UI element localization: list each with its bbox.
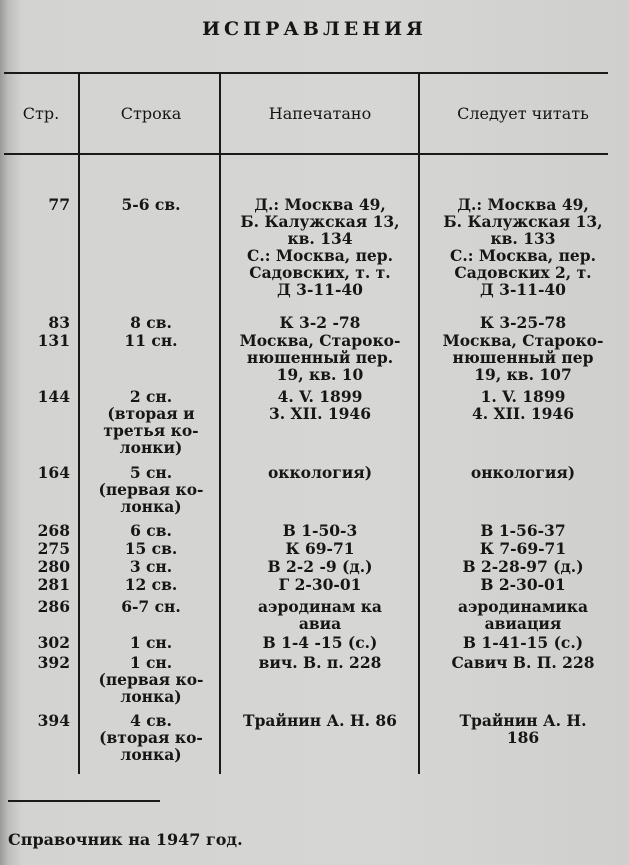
row-page: 268 xyxy=(37,521,70,540)
row-printed: оккология) xyxy=(267,463,373,482)
row-printed: К 3-2 -78 xyxy=(279,313,361,332)
row-line: 6 св. xyxy=(130,521,172,540)
row-page: 83 xyxy=(48,313,70,332)
row-read: В 2-28-97 (д.) xyxy=(462,557,584,576)
row-read: онкология) xyxy=(470,463,576,482)
row-printed: вич. В. п. 228 xyxy=(258,653,382,672)
row-line: 6-7 сн. xyxy=(121,597,181,616)
row-line: 5-6 св. xyxy=(121,195,181,214)
row-page: 275 xyxy=(37,539,70,558)
row-printed: Трайнин А. Н. 86 xyxy=(243,711,397,730)
row-printed: В 1-4 -15 (с.) xyxy=(262,633,378,652)
header-printed: Напечатано xyxy=(268,104,372,123)
row-printed: В 2-2 -9 (д.) xyxy=(267,557,373,576)
row-printed: Д.: Москва 49, Б. Калужская 13, кв. 134 С.: Москва, пер. Садовских, т. т. Д 3-11-40 xyxy=(240,195,400,299)
table-header-rule xyxy=(4,153,608,155)
row-line: 11 сн. xyxy=(124,331,178,350)
row-read: Трайнин А. Н. 186 xyxy=(459,711,587,747)
row-page: 392 xyxy=(37,653,70,672)
row-page: 280 xyxy=(37,557,70,576)
table-top-rule xyxy=(4,72,608,74)
row-printed: К 69-71 xyxy=(285,539,355,558)
row-printed: Москва, Староко- нюшенный пер. 19, кв. 10 xyxy=(239,331,401,384)
row-line: 12 св. xyxy=(124,575,178,594)
row-printed: 4. V. 1899 3. XII. 1946 xyxy=(268,387,372,423)
row-line: 5 сн. (первая ко- лонка) xyxy=(98,463,204,516)
row-page: 286 xyxy=(37,597,70,616)
row-printed: Г 2-30-01 xyxy=(278,575,362,594)
row-page: 281 xyxy=(37,575,70,594)
row-read: В 1-56-37 xyxy=(480,521,566,540)
row-read: аэродинамика авиация xyxy=(457,597,589,633)
row-read: Москва, Староко- нюшенный пер 19, кв. 107 xyxy=(442,331,604,384)
row-page: 164 xyxy=(37,463,70,482)
row-page: 144 xyxy=(37,387,70,406)
row-read: 1. V. 1899 4. XII. 1946 xyxy=(471,387,575,423)
column-divider-3 xyxy=(418,74,420,774)
row-read: К 7-69-71 xyxy=(479,539,567,558)
footnote: Справочник на 1947 год. xyxy=(8,830,243,849)
row-read: В 1-41-15 (с.) xyxy=(462,633,584,652)
row-page: 77 xyxy=(48,195,70,214)
header-page: Стр. xyxy=(22,104,60,123)
column-divider-1 xyxy=(78,74,80,774)
row-page: 394 xyxy=(37,711,70,730)
page-title: ИСПРАВЛЕНИЯ xyxy=(202,18,427,40)
row-read: В 2-30-01 xyxy=(480,575,566,594)
header-read: Следует читать xyxy=(457,104,589,123)
row-line: 8 св. xyxy=(130,313,172,332)
row-line: 4 св. (вторая ко- лонка) xyxy=(99,711,203,764)
row-line: 15 св. xyxy=(124,539,178,558)
row-line: 1 сн. xyxy=(129,633,173,652)
row-read: Савич В. П. 228 xyxy=(451,653,595,672)
row-page: 131 xyxy=(37,331,70,350)
footnote-rule xyxy=(8,800,160,802)
row-printed: аэродинам ка авиа xyxy=(258,597,382,633)
row-line: 3 сн. xyxy=(129,557,173,576)
row-line: 2 сн. (вторая и третья ко- лонки) xyxy=(103,387,199,457)
row-page: 302 xyxy=(37,633,70,652)
row-printed: В 1-50-3 xyxy=(282,521,358,540)
row-read: Д.: Москва 49, Б. Калужская 13, кв. 133 С.: Москва, пер. Садовских 2, т. Д 3-11-40 xyxy=(443,195,603,299)
header-line: Строка xyxy=(120,104,182,123)
row-read: К 3-25-78 xyxy=(479,313,567,332)
row-line: 1 сн. (первая ко- лонка) xyxy=(98,653,204,706)
